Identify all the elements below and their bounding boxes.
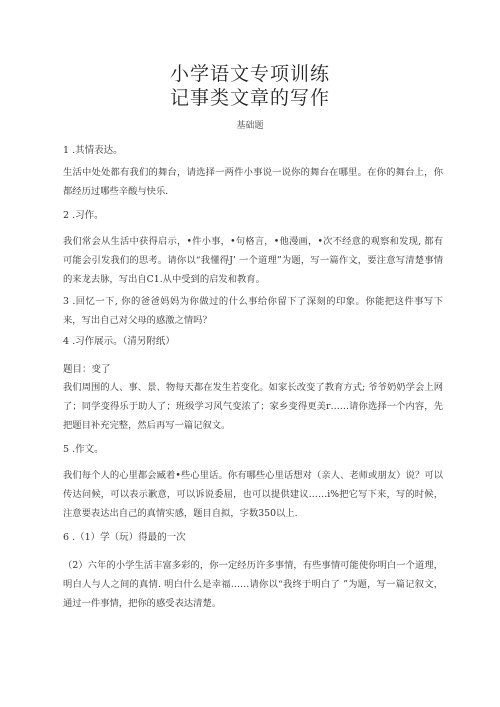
- document-title-line1: 小学语文专项训练: [169, 63, 330, 85]
- question-4-heading: 4 .习作展示。（清另附纸）: [63, 336, 175, 347]
- question-5-body: 我们每个人的心里都会臧着•些心里话。你有哪些心里话想对（亲人、老师或朋友）说？可以传达问候，可以表示歉意，可以诉说委屈，也可以提供建议……i%把它写下来，写的时候，注意要表达出自己的真情实感，题目自拟，字数350以上.: [63, 470, 443, 519]
- question-6-heading: 6 .（1）学（玩）得最的一次: [63, 532, 186, 543]
- question-1-body: 生活中处处都有我们的舞台，请选择一两件小事说一说你的舞台在哪里。在你的舞台上，你都经历过哪些辛酸与快乐.: [63, 167, 443, 197]
- question-3-body: 3 .回忆一下, 你的爸爸妈妈为你做过的什么事给你留下了深刻的印象。你能把这件事写下来，写出自己对父母的感激之情吗？: [63, 296, 443, 326]
- question-5-heading: 5 .作文。: [63, 444, 104, 455]
- question-6-body: （2）六年的小学生活丰富多彩的，你一定经历许多事情，有些事情可能使你明白一个道理，明白人与人之间的真情. 明白什么是幸福……请你以“我终于明白了 ”为题，写一篇记叙文，通过一件事情，把你的感受表达清楚。: [63, 560, 443, 609]
- question-4-topic: 题目：变了: [63, 364, 111, 375]
- question-2-body: 我们常会从生活中获得启示，•件小事，•句格言，•他漫画，•次不经意的观察和发现, 都有可能会引发我们的思考。请你以“我懂得J’ 一个道理”为题，写一篇作文，要注意写清楚事情的来龙去脉，写出自C1.从中受到的启发和教育。: [63, 236, 443, 285]
- question-1-heading: 1 .其情表达。: [63, 145, 123, 156]
- question-2-heading: 2 .习作。: [63, 210, 104, 221]
- document-title-line2: 记事类文章的写作: [169, 87, 330, 109]
- section-subtitle: 基础题: [236, 121, 264, 131]
- question-4-body: 我们周围的人、事、景、物每天都在发生若变化。如家长改变了教育方式; 爷爷奶奶学会上网了；同学变得乐于助人了；班级学习风气变浓了；家乡变得更美r……请你选择一个内容，先把题目补充完整，然后再写一篇记叙文。: [63, 382, 443, 431]
